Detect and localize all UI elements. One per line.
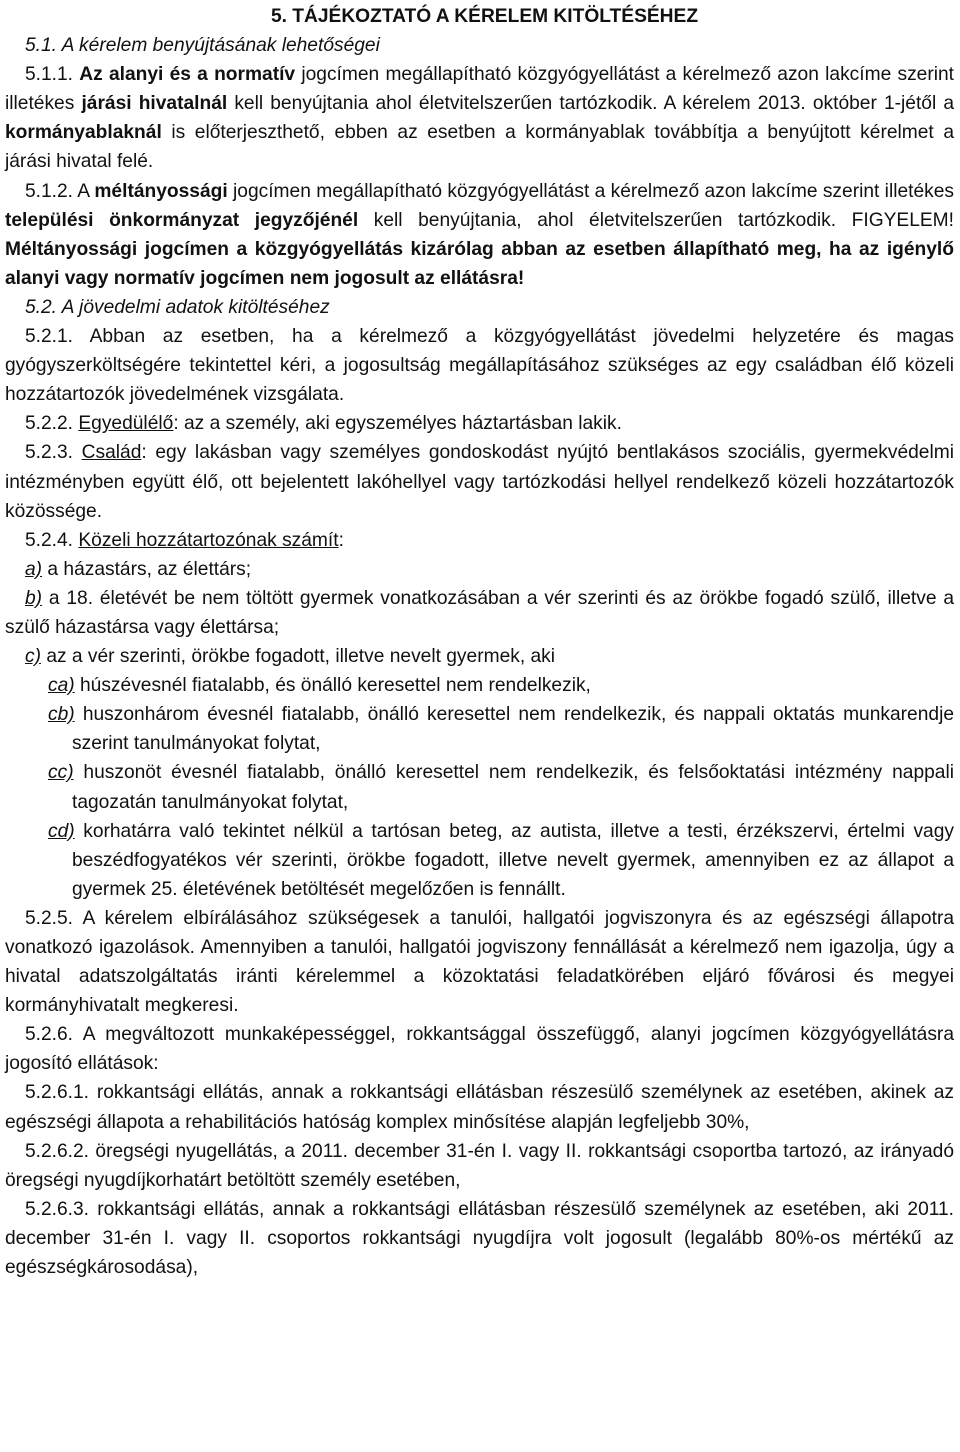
list-item-b (5, 584, 954, 642)
paragraph-text: rokkantsági ellátás, annak a rokkantsági ellátásban részesülő személynek az esetében, aki 2011. december 31-én I. vagy II. csoportos rokkantsági nyugdíjra volt jogosult (legalább 80%-os mértékű az egészségkárosodása), (5, 1198, 954, 1279)
paragraph-5-2-2 (5, 409, 954, 438)
bold-text: méltányossági (94, 180, 228, 202)
defined-term: Család (81, 442, 142, 464)
list-label: ca) (48, 675, 75, 697)
paragraph-5-2-6-1 (5, 1078, 954, 1136)
list-item-cc (5, 758, 954, 816)
paragraph-number: 5.2.2. (25, 413, 74, 435)
paragraph-number: 5.2.6.1. (25, 1082, 90, 1104)
list-item-ca (5, 671, 954, 700)
bold-text: települési önkormányzat jegyzőjénél (5, 209, 359, 231)
section-number: 5.1. (25, 35, 58, 57)
paragraph-text: : (338, 529, 344, 551)
paragraph-text: is előterjeszthető, ebben az esetben a kormányablak továbbítja a benyújtott kérelmet a járási hivatal felé. (5, 122, 954, 173)
section-number: 5.2. (25, 296, 58, 318)
list-text: huszonöt évesnél fiatalabb, önálló keresettel nem rendelkezik, és felsőoktatási intézmény nappali tagozatán tanulmányokat folytat, (72, 762, 954, 813)
list-text: huszonhárom évesnél fiatalabb, önálló keresettel nem rendelkezik, és nappali oktatás munkarendje szerint tanulmányokat folytat, (72, 704, 954, 755)
paragraph-5-1-2 (5, 177, 954, 293)
paragraph-text: A kérelem elbírálásához szükségesek a tanulói, hallgatói jogviszonyra és az egészségi állapotra vonatkozó igazolások. Amennyiben a tanulói, hallgatói jogviszony fennállását a kérelmező nem igazolja, úgy a hivatal adatszolgáltatás iránti kérelemmel a közoktatási feladatkörében eljáró fővárosi és megyei kormányhivatalt megkeresi. (5, 907, 954, 1017)
paragraph-number: 5.1.1. (25, 64, 74, 86)
list-text: a 18. életévét be nem töltött gyermek vonatkozásában a vér szerinti és az örökbe fogadó szülő, illetve a szülő házastársa vagy élettársa; (5, 587, 954, 638)
defined-term: Egyedülélő (78, 413, 174, 435)
paragraph-text: : az a személy, aki egyszemélyes háztartásban lakik. (173, 413, 622, 435)
bold-text: Az alanyi és a normatív (79, 64, 296, 86)
paragraph-text: jogcímen megállapítható közgyógyellátást a kérelmező azon lakcíme szerint illetékes (5, 64, 954, 115)
list-item-a (5, 555, 954, 584)
paragraph-text: rokkantsági ellátás, annak a rokkantsági ellátásban részesülő személynek az esetében, akinek az egészségi állapota a rehabilitációs hatóság komplex minősítése alapján legfeljebb 30%, (5, 1082, 954, 1133)
list-label: cd) (48, 820, 75, 842)
paragraph-5-2-3 (5, 438, 954, 525)
list-item-cd (5, 817, 954, 904)
paragraph-text: A (73, 180, 95, 202)
paragraph-text: kell benyújtania, ahol életvitelszerűen tartózkodik. FIGYELEM! (358, 209, 954, 231)
warning-text: Méltányossági jogcímen a közgyógyellátás kizárólag abban az esetben állapítható meg, ha az igénylő alanyi vagy normatív jogcímen nem jogosult az ellátásra! (5, 238, 954, 289)
paragraph-text: kell benyújtania ahol életvitelszerűen tartózkodik. A kérelem 2013. október 1-jétől a (227, 93, 955, 115)
list-text: húszévesnél fiatalabb, és önálló keresettel nem rendelkezik, (74, 675, 591, 697)
section-5-2-heading (5, 293, 954, 322)
paragraph-number: 5.1.2. (25, 180, 74, 202)
paragraph-number: 5.2.6. (25, 1024, 74, 1046)
list-text: a házastárs, az élettárs; (42, 558, 252, 580)
section-5-1-heading (5, 31, 954, 60)
paragraph-number: 5.2.5. (25, 907, 74, 929)
defined-term: Közeli hozzátartozónak számít (78, 529, 339, 551)
paragraph-number: 5.2.6.3. (25, 1198, 90, 1220)
list-item-c (5, 642, 954, 671)
paragraph-number: 5.2.3. (25, 442, 74, 464)
list-label: cc) (48, 762, 74, 784)
bold-text: járási hivatalnál (81, 93, 228, 115)
list-text: korhatárra való tekintet nélkül a tartósan beteg, az autista, illetve a testi, érzékszervi, értelmi vagy beszédfogyatékos vér szerinti, örökbe fogadott, illetve nevelt gyermek, amennyiben ez az állapot a gyermek 25. életévének betöltését megelőzően is fennállt. (72, 820, 954, 900)
paragraph-5-1-1 (5, 60, 954, 176)
paragraph-number: 5.2.1. (25, 326, 74, 348)
list-label: a) (25, 558, 43, 580)
list-label: c) (25, 646, 41, 668)
section-title: A jövedelmi adatok kitöltéséhez (61, 296, 330, 318)
paragraph-text: jogcímen megállapítható közgyógyellátást a kérelmező azon lakcíme szerint illetékes (227, 180, 954, 202)
paragraph-text: Abban az esetben, ha a kérelmező a közgyógyellátást jövedelmi helyzetére és magas gyógyszerköltségére tekintettel kéri, a jogosultság megállapításához szükséges az egy családban élő közeli hozzátartozók jövedelmének vizsgálata. (5, 326, 954, 406)
paragraph-5-2-6 (5, 1020, 954, 1078)
page-title: 5. TÁJÉKOZTATÓ A KÉRELEM KITÖLTÉSÉHEZ (270, 6, 699, 27)
paragraph-text: A megváltozott munkaképességgel, rokkantsággal összefüggő, alanyi jogcímen közgyógyellátásra jogosító ellátások: (5, 1024, 954, 1075)
paragraph-5-2-6-2 (5, 1137, 954, 1195)
paragraph-5-2-4 (5, 526, 954, 555)
section-title: A kérelem benyújtásának lehetőségei (61, 35, 380, 57)
list-label: b) (25, 587, 43, 609)
paragraph-number: 5.2.6.2. (25, 1140, 90, 1162)
paragraph-5-2-5 (5, 904, 954, 1020)
paragraph-text: öregségi nyugellátás, a 2011. december 31-én I. vagy II. rokkantsági csoportba tartozó, az irányadó öregségi nyugdíjkorhatárt betöltött személy esetében, (5, 1140, 954, 1191)
paragraph-number: 5.2.4. (25, 529, 74, 551)
list-text: az a vér szerinti, örökbe fogadott, illetve nevelt gyermek, aki (40, 646, 556, 668)
paragraph-text: : egy lakásban vagy személyes gondoskodást nyújtó bentlakásos szociális, gyermekvédelmi intézményben együtt élő, ott bejelentett lakóhellyel vagy tartózkodási hellyel rendelkező közeli hozzátartozók közössége. (5, 442, 954, 522)
list-label: cb) (48, 704, 75, 726)
list-item-cb (5, 700, 954, 758)
bold-text: kormányablaknál (5, 122, 162, 144)
paragraph-5-2-6-3 (5, 1195, 954, 1282)
paragraph-5-2-1 (5, 322, 954, 409)
